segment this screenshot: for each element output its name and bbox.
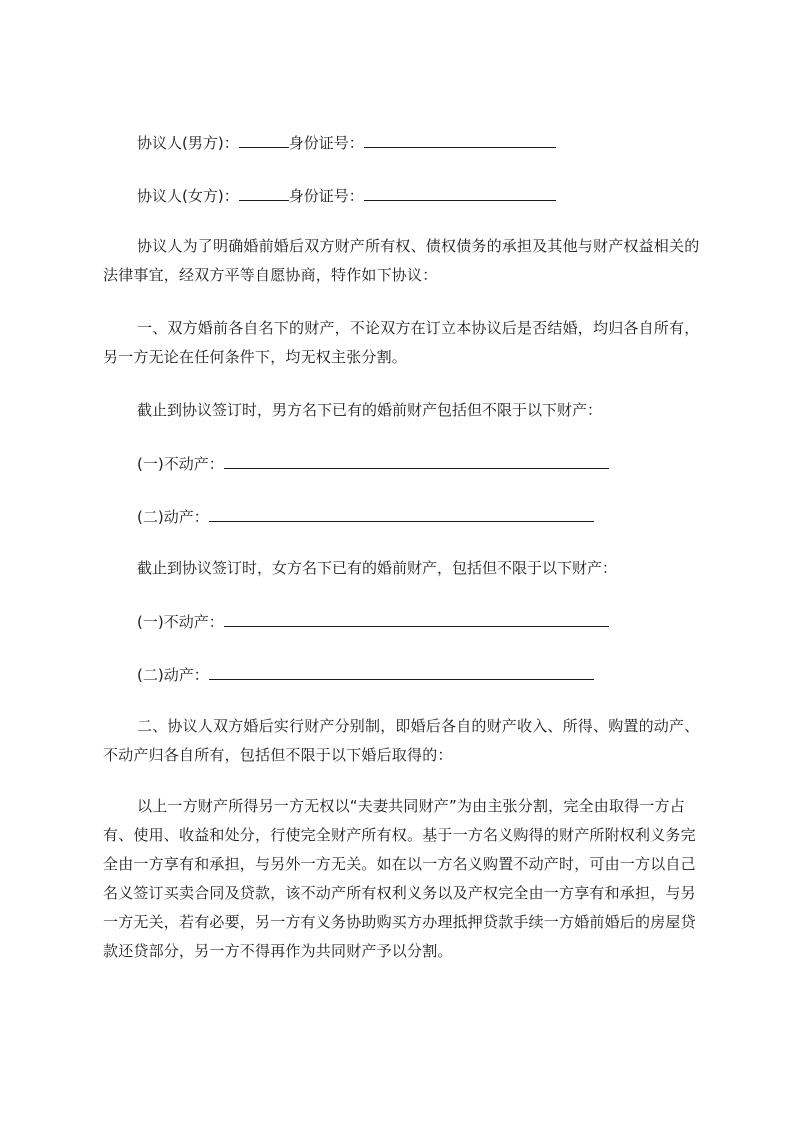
female-real-estate-blank[interactable] xyxy=(224,611,609,627)
male-real-estate-line xyxy=(137,453,737,474)
party-female-line xyxy=(137,185,737,206)
party-female-label: 协议人(女方)： xyxy=(137,187,239,205)
female-assets-intro: 截止到协议签订时，女方名下已有的婚前财产，包括但不限于以下财产： xyxy=(137,559,618,577)
male-movable-label: (二)动产： xyxy=(137,508,209,526)
male-assets-intro: 截止到协议签订时，男方名下已有的婚前财产包括但不限于以下财产： xyxy=(137,401,603,419)
party-female-id-label: 身份证号： xyxy=(288,187,364,205)
party-male-name-blank[interactable] xyxy=(239,132,289,148)
party-male-line xyxy=(137,132,737,153)
party-female-id-blank[interactable] xyxy=(364,185,556,201)
clause-one-paragraph: 一、双方婚前各自名下的财产，不论双方在订立本协议后是否结婚，均归各自所有，另一方无论在任何条件下，均无权主张分割。 xyxy=(103,319,700,366)
female-real-estate-line xyxy=(137,611,737,632)
male-real-estate-label: (一)不动产： xyxy=(137,455,224,473)
intro-paragraph: 协议人为了明确婚前婚后双方财产所有权、债权债务的承担及其他与财产权益相关的法律事宜，经双方平等自愿协商，特作如下协议： xyxy=(103,237,700,284)
party-male-label: 协议人(男方)： xyxy=(137,134,239,152)
party-male-id-label: 身份证号： xyxy=(288,134,364,152)
party-female-name-blank[interactable] xyxy=(239,185,289,201)
party-male-id-blank[interactable] xyxy=(364,132,556,148)
male-real-estate-blank[interactable] xyxy=(224,453,609,469)
female-movable-blank[interactable] xyxy=(209,664,594,680)
clause-two-paragraph: 二、协议人双方婚后实行财产分别制，即婚后各自的财产收入、所得、购置的动产、不动产归各自所有，包括但不限于以下婚后取得的： xyxy=(103,717,700,764)
female-movable-label: (二)动产： xyxy=(137,666,209,684)
male-movable-line xyxy=(137,506,737,527)
female-real-estate-label: (一)不动产： xyxy=(137,613,224,631)
male-movable-blank[interactable] xyxy=(209,506,594,522)
clause-two-detail-paragraph: 以上一方财产所得另一方无权以“夫妻共同财产”为由主张分割，完全由取得一方占有、使用、收益和处分，行使完全财产所有权。基于一方名义购得的财产所附权利义务完全由一方享有和承担，与另外一方无关。如在以一方名义购置不动产时，可由一方以自己名义签订买卖合同及贷款，该不动产所有权利义务以及产权完全由一方享有和承担，与另一方无关，若有必要，另一方有义务协助购买方办理抵押贷款手续一方婚前婚后的房屋贷款还贷部分，另一方不得再作为共同财产予以分割。 xyxy=(103,797,696,960)
female-movable-line xyxy=(137,664,737,685)
